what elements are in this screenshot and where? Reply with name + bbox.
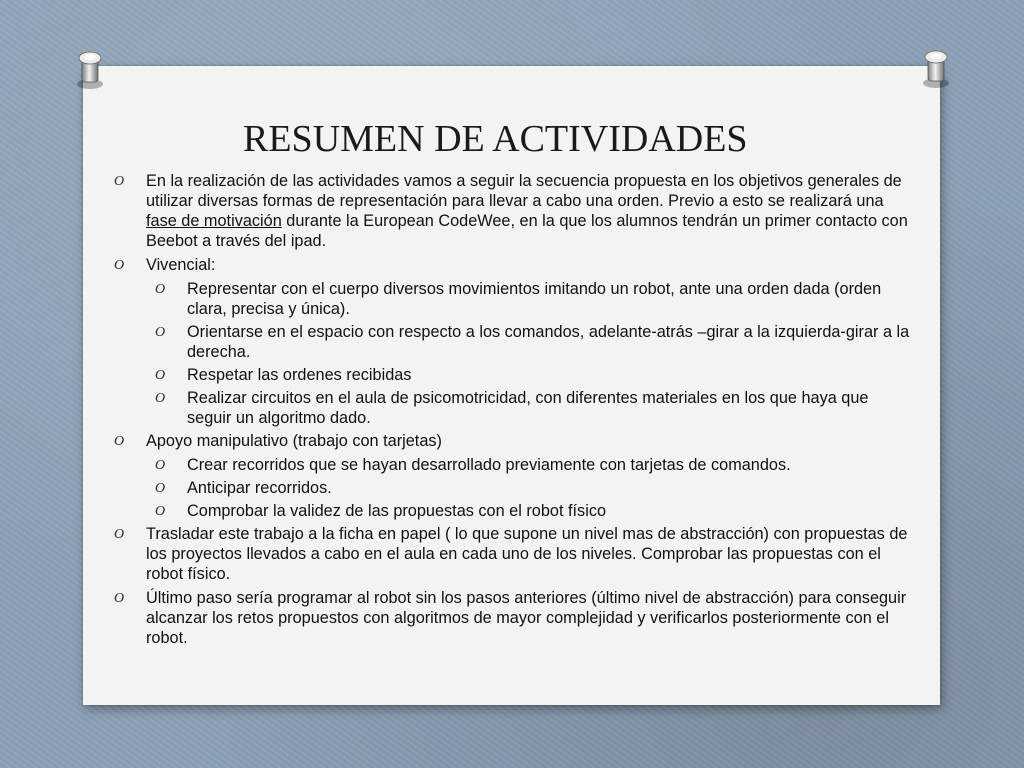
item-text: Anticipar recorridos. [187, 479, 332, 497]
list-item [110, 588, 910, 648]
list-subitem [110, 322, 910, 362]
list-subitem [110, 279, 910, 319]
item-text: Respetar las ordenes recibidas [187, 366, 412, 384]
item-text: Crear recorridos que se hayan desarrollado previamente con tarjetas de comandos. [187, 456, 791, 474]
bullet-marker: O [114, 591, 125, 606]
underlined-text: fase de motivación [146, 212, 282, 230]
bullet-marker: O [155, 504, 166, 519]
bullet-marker: O [155, 368, 166, 383]
list-item [110, 255, 910, 275]
pushpin-icon [72, 44, 108, 92]
list-subitem [110, 365, 910, 385]
item-text: Vivencial: [146, 256, 216, 274]
item-text: Comprobar la validez de las propuestas con el robot físico [187, 502, 607, 520]
slide-title: RESUMEN DE ACTIVIDADES [243, 118, 748, 160]
bullet-marker: O [155, 481, 166, 496]
bullet-marker: O [155, 458, 166, 473]
bullet-marker: O [114, 434, 125, 449]
item-text: Orientarse en el espacio con respecto a los comandos, adelante-atrás –girar a la izquierda-girar a la derecha. [187, 323, 910, 361]
bullet-marker: O [114, 258, 125, 273]
list-subitem [110, 478, 910, 498]
bullet-marker: O [155, 325, 166, 340]
item-text: Representar con el cuerpo diversos movimientos imitando un robot, ante una orden dada (orden clara, precisa y única). [187, 280, 882, 318]
bullet-marker: O [114, 174, 125, 189]
list-item [110, 524, 910, 584]
list-subitem [110, 388, 910, 428]
list-item [110, 171, 910, 251]
bullet-marker: O [155, 391, 166, 406]
item-text-continued: durante la European CodeWee, en la que los alumnos tendrán un primer contacto con Beebot a través del ipad. [146, 212, 908, 250]
item-text: Trasladar este trabajo a la ficha en papel ( lo que supone un nivel mas de abstracción) con propuestas de los proyectos llevados a cabo en el aula en cada uno de los niveles. Comprobar las propuestas con el robot físico. [146, 525, 908, 583]
item-text: Apoyo manipulativo (trabajo con tarjetas) [146, 432, 442, 450]
item-text: En la realización de las actividades vamos a seguir la secuencia propuesta en los objetivos generales de utilizar diversas formas de representación para llevar a cabo una orden. Previo a esto se realizará una [146, 172, 902, 210]
list-item [110, 431, 910, 451]
list-subitem [110, 455, 910, 475]
bullet-list [110, 171, 910, 652]
pushpin-icon [918, 43, 954, 91]
list-subitem [110, 501, 910, 521]
bullet-marker: O [155, 282, 166, 297]
item-text: Realizar circuitos en el aula de psicomotricidad, con diferentes materiales en los que haya que seguir un algoritmo dado. [187, 389, 869, 427]
item-text: Último paso sería programar al robot sin los pasos anteriores (último nivel de abstracción) para conseguir alcanzar los retos propuestos con algoritmos de mayor complejidad y verificarlos posteriormente con el robot. [146, 589, 907, 647]
bullet-marker: O [114, 527, 125, 542]
